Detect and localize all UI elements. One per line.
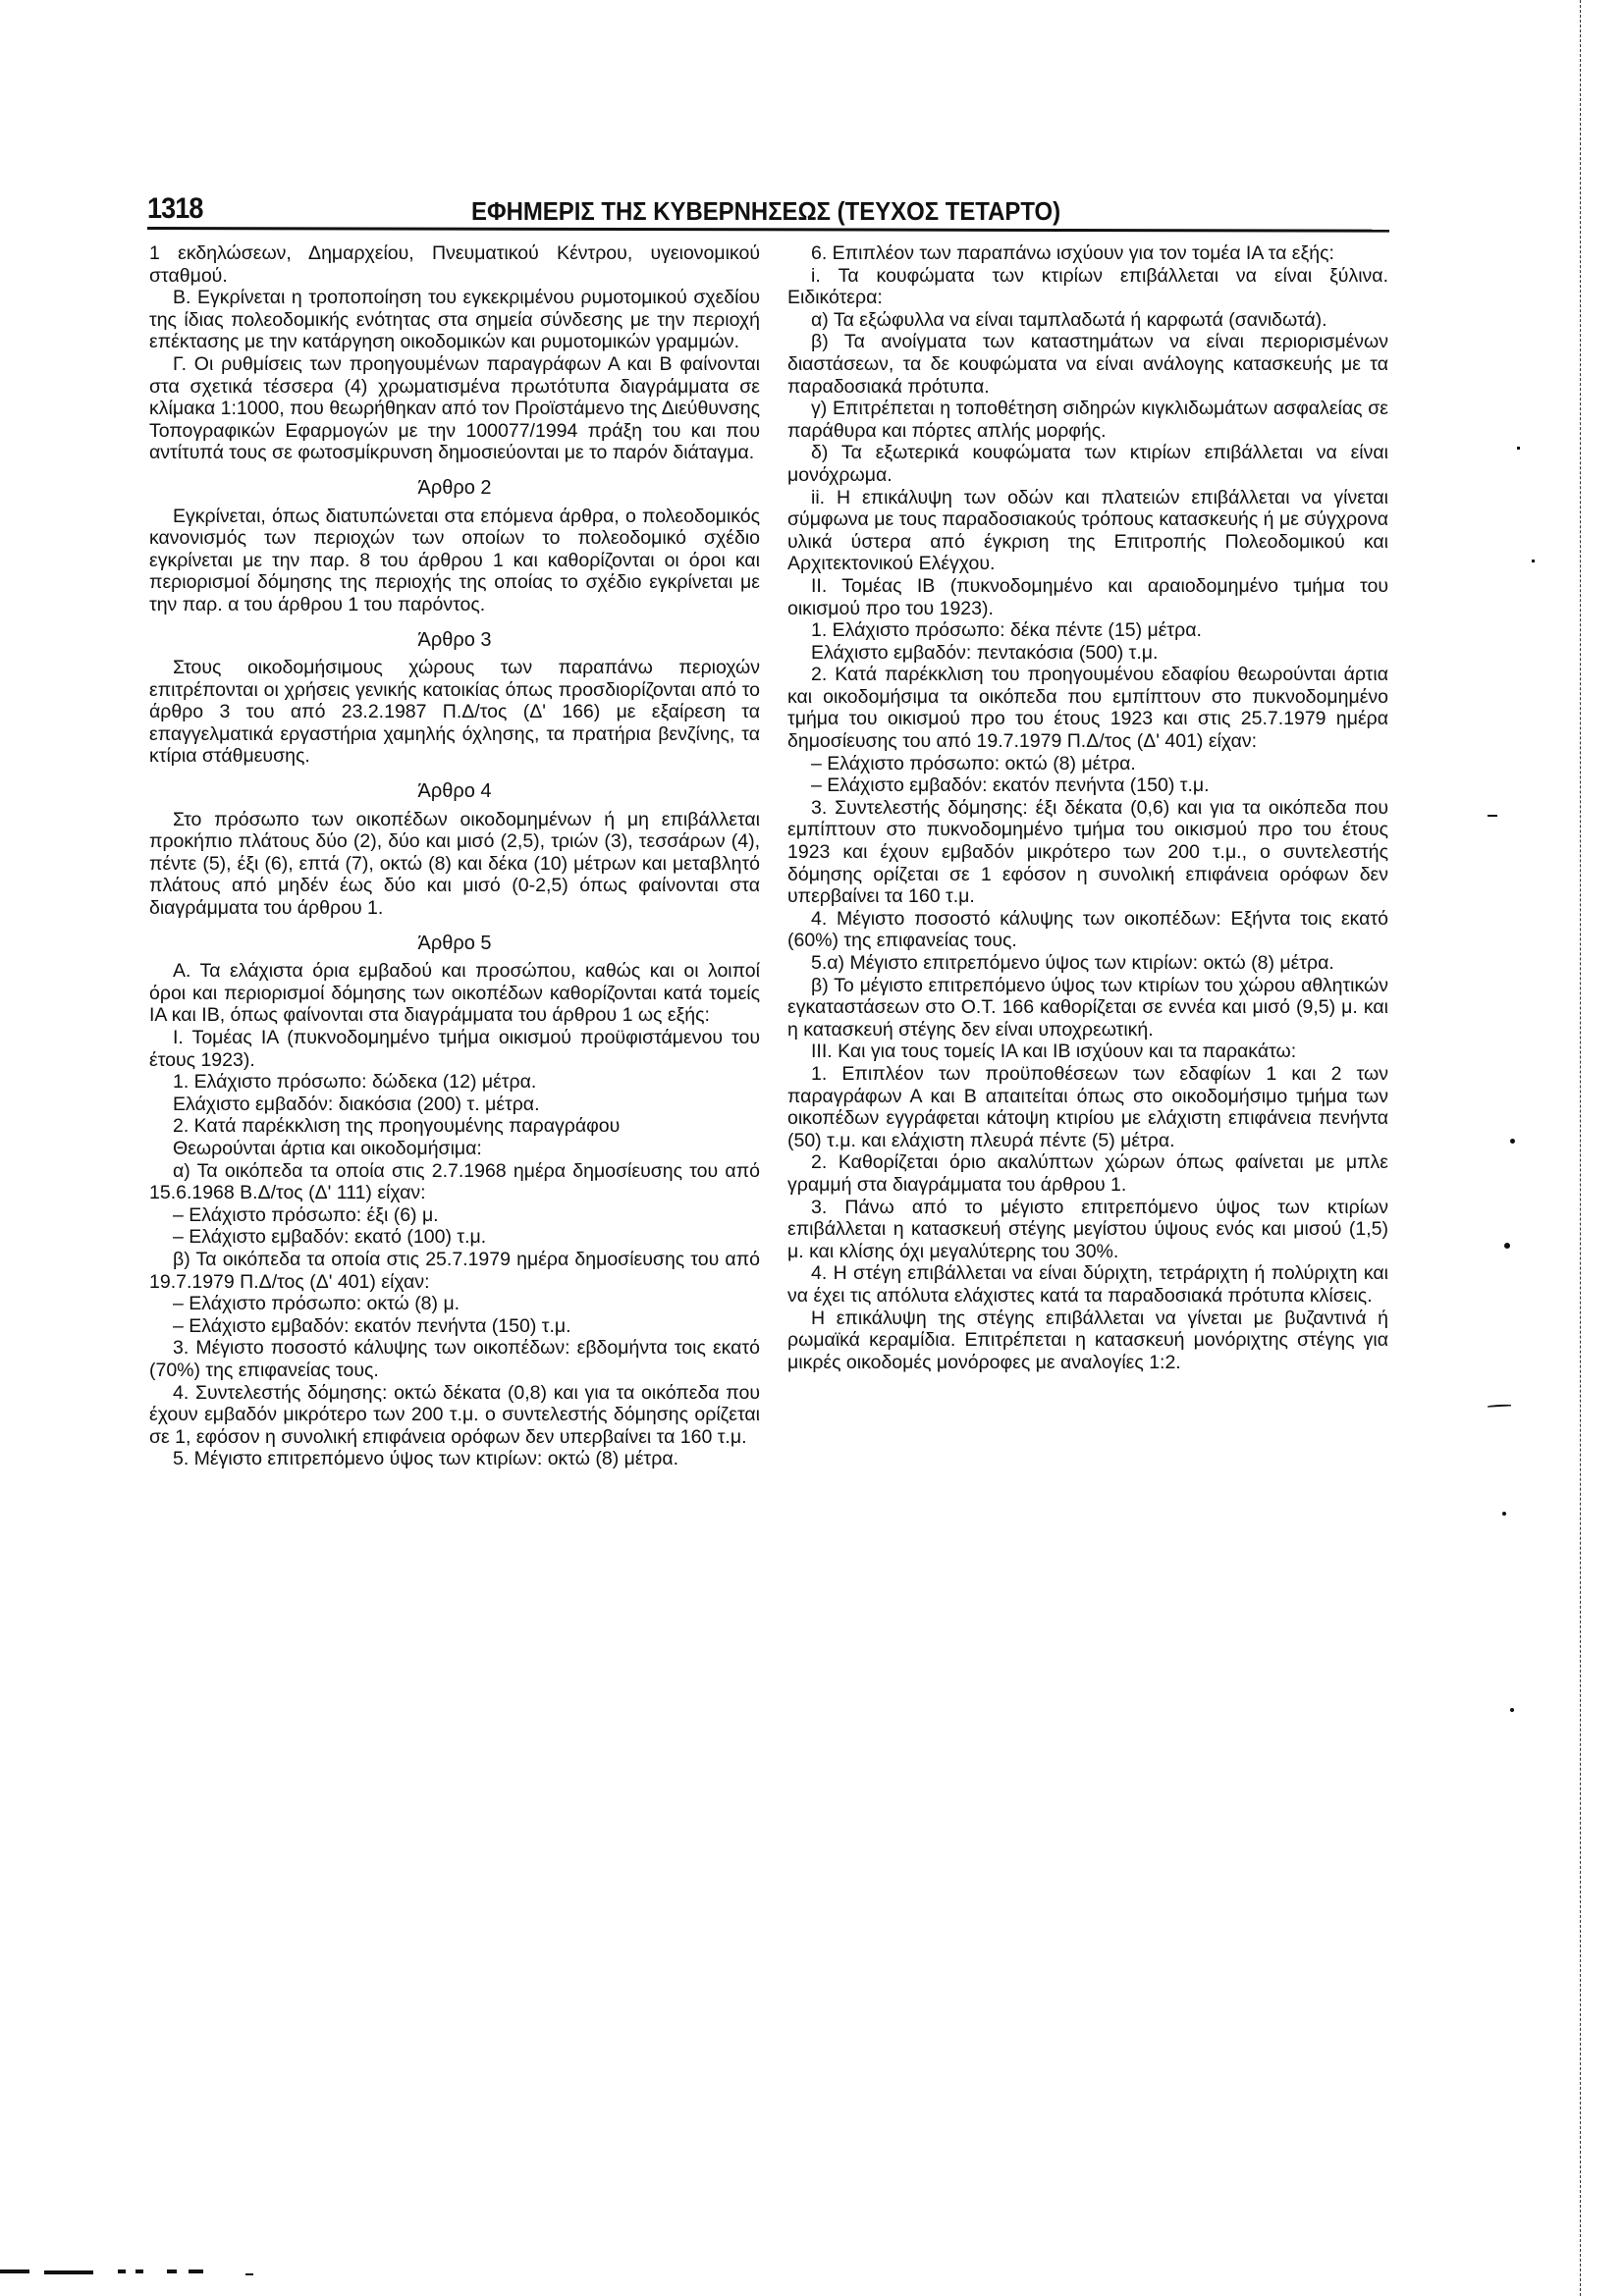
scan-mark bbox=[1488, 815, 1497, 817]
list-item: – Ελάχιστο εμβαδόν: εκατό (100) τ.μ. bbox=[173, 1226, 487, 1249]
paragraph: Η επικάλυψη της στέγης επιβάλλεται να γίνεται με βυζαντινά ή ρωμαϊκά κεραμίδια. Επιτρέπεται η κατασκευή μονόριχτης στέγης για μικρές οικοδομές μονόροφες με αναλογίες 1:2. bbox=[787, 1307, 1388, 1373]
list-item: – Ελάχιστο εμβαδόν: εκατόν πενήντα (150) τ.μ. bbox=[173, 1314, 571, 1337]
paragraph: Ι. Τομέας ΙΑ (πυκνοδομημένο τμήμα οικισμού προϋφιστάμενου του έτους 1923). bbox=[149, 1027, 760, 1071]
list-item: 4. Η στέγη επιβάλλεται να είναι δύριχτη, τετράριχτη ή πολύριχτη και να έχει τις απόλυτα ελάχιστες κατά τα παραδοσιακά πρότυπα κλίσεις. bbox=[787, 1262, 1388, 1307]
list-item: δ) Τα εξωτερικά κουφώματα των κτιρίων επιβάλλεται να είναι μονόχρωμα. bbox=[787, 442, 1388, 486]
paragraph: ΙΙ. Τομέας ΙΒ (πυκνοδομημένο και αραιοδομημένο τμήμα του οικισμού προ του 1923). bbox=[787, 574, 1388, 619]
list-item: i. Τα κουφώματα των κτιρίων επιβάλλεται να είναι ξύλινα. Ειδικότερα: bbox=[787, 264, 1388, 309]
list-item: 3. Πάνω από το μέγιστο επιτρεπόμενο ύψος των κτιρίων επιβάλλεται η κατασκευή στέγης μεγίστου ύψους ενός και μισού (1,5) μ. και κλίσης όχι μεγαλύτερης του 30%. bbox=[787, 1196, 1388, 1262]
list-item: 2. Κατά παρέκκλιση της προηγουμένης παραγράφου bbox=[173, 1115, 621, 1138]
list-item: ii. Η επικάλυψη των οδών και πλατειών επιβάλλεται να γίνεται σύμφωνα με τους παραδοσιακούς τρόπους κατασκευής ή με σύγχρονα υλικά ύστερα από έγκριση της Επιτροπής Πολεοδομικού και Αρχιτεκτονικού Ελέγχου. bbox=[787, 486, 1388, 575]
list-item: – Ελάχιστο πρόσωπο: οκτώ (8) μ. bbox=[173, 1293, 460, 1315]
article-heading: Άρθρο 3 bbox=[417, 628, 492, 651]
list-item: Ελάχιστο εμβαδόν: πεντακόσια (500) τ.μ. bbox=[811, 641, 1159, 664]
article-heading: Άρθρο 2 bbox=[417, 476, 492, 499]
list-item: 4. Συντελεστής δόμησης: οκτώ δέκατα (0,8) και για τα οικόπεδα που έχουν εμβαδόν μικρότερο των 200 τ.μ. ο συντελεστής δόμησης ορίζεται σε 1, εφόσον η συνολική επιφάνεια ορόφων δεν υπερβαίνει τα 160 τ.μ. bbox=[149, 1381, 760, 1448]
paragraph: 1 εκδηλώσεων, Δημαρχείου, Πνευματικού Κέντρου, υγειονομικού σταθμού. bbox=[149, 242, 760, 287]
list-item: 6. Επιπλέον των παραπάνω ισχύουν για τον τομέα ΙΑ τα εξής: bbox=[811, 242, 1334, 264]
paragraph: ΙΙΙ. Και για τους τομείς ΙΑ και ΙΒ ισχύουν και τα παρακάτω: bbox=[811, 1041, 1297, 1063]
paragraph: Εγκρίνεται, όπως διατυπώνεται στα επόμενα άρθρα, ο πολεοδομικός κανονισμός των περιοχών των οποίων το πολεοδομικό σχέδιο εγκρίνεται με την παρ. 8 του άρθρου 1 και καθορίζονται οι όροι και περιορισμοί δόμησης της περιοχής της οποίας το σχέδιο εγκρίνεται με την παρ. α του άρθρου 1 του παρόντος. bbox=[149, 505, 760, 615]
list-item: – Ελάχιστο πρόσωπο: οκτώ (8) μέτρα. bbox=[811, 752, 1136, 774]
list-item: 2. Κατά παρέκκλιση του προηγουμένου εδαφίου θεωρούνται άρτια και οικοδομήσιμα τα οικόπεδα που εμπίπτουν στο πυκνοδομημένο τμήμα του οικισμού προ του έτους 1923 και στις 25.7.1979 ημέρα δημοσίευσης του από 19.7.1979 Π.Δ/τος (Δ' 401) είχαν: bbox=[787, 664, 1388, 753]
scan-mark bbox=[44, 2270, 93, 2274]
list-item: – Ελάχιστο εμβαδόν: εκατόν πενήντα (150) τ.μ. bbox=[811, 774, 1210, 797]
list-item: 1. Ελάχιστο πρόσωπο: δώδεκα (12) μέτρα. bbox=[173, 1071, 537, 1094]
paragraph: Στους οικοδομήσιμους χώρους των παραπάνω περιοχών επιτρέπονται οι χρήσεις γενικής κατοικίας όπως προσδιορίζονται από το άρθρο 3 του από 23.2.1987 Π.Δ/τος (Δ' 166) με εξαίρεση τα επαγγελματικά εργαστήρια χαμηλής όχλησης, τα πρατήρια βενζίνης, τα κτίρια στάθμευσης. bbox=[149, 657, 760, 768]
paragraph: Β. Εγκρίνεται η τροποποίηση του εγκεκριμένου ρυμοτομικού σχεδίου της ίδιας πολεοδομικής ενότητας στα σημεία σύνδεσης με την περιοχή επέκτασης με την κατάργηση οικοδομικών και ρυμοτομικών γραμμών. bbox=[149, 287, 760, 353]
page-header bbox=[147, 192, 1384, 228]
article-heading: Άρθρο 5 bbox=[417, 932, 492, 954]
list-item: 5.α) Μέγιστο επιτρεπόμενο ύψος των κτιρίων: οκτώ (8) μέτρα. bbox=[811, 952, 1334, 974]
scan-speck bbox=[1532, 560, 1535, 562]
scan-speck bbox=[1510, 1139, 1515, 1144]
list-item: 1. Επιπλέον των προϋποθέσεων των εδαφίων 1 και 2 των παραγράφων Α και Β απαιτείται όπως στο οικοδομήσιμο τμήμα των οικοπέδων εγγράφεται κάτοψη κτιρίου με ελάχιστη επιφάνεια πενήντα (50) τ.μ. και ελάχιστη πλευρά πέντε (5) μέτρα. bbox=[787, 1062, 1388, 1151]
list-item: 2. Καθορίζεται όριο ακαλύπτων χώρων όπως φαίνεται με μπλε γραμμή στα διαγράμματα του άρθρου 1. bbox=[787, 1151, 1388, 1196]
scan-mark bbox=[167, 2269, 177, 2273]
paragraph: Α. Τα ελάχιστα όρια εμβαδού και προσώπου, καθώς και οι λοιποί όροι και περιορισμοί δόμησης των οικοπέδων καθορίζονται κατά τομείς ΙΑ και ΙΒ, όπως φαίνονται στα διαγράμματα του άρθρου 1 ως εξής: bbox=[149, 960, 760, 1027]
scan-speck bbox=[1504, 1243, 1510, 1249]
list-item: 4. Μέγιστο ποσοστό κάλυψης των οικοπέδων: Εξήντα τοις εκατό (60%) της επιφανείας τους. bbox=[787, 907, 1388, 952]
list-item: 1. Ελάχιστο πρόσωπο: δέκα πέντε (15) μέτρα. bbox=[811, 619, 1202, 642]
scan-edge-line bbox=[1580, 0, 1582, 2296]
scan-speck bbox=[1510, 1708, 1514, 1712]
gazette-title: ΕΦΗΜΕΡΙΣ ΤΗΣ ΚΥΒΕΡΝΗΣΕΩΣ (ΤΕΥΧΟΣ ΤΕΤΑΡΤΟ) bbox=[471, 196, 1061, 226]
list-item: β) Το μέγιστο επιτρεπόμενο ύψος των κτιρίων του χώρου αθλητικών εγκαταστάσεων στο Ο.Τ. 166 καθορίζεται σε εννέα και μισό (9,5) μ. και η κατασκευή στέγης δεν είναι υποχρεωτική. bbox=[787, 974, 1388, 1041]
list-item: α) Τα εξώφυλλα να είναι ταμπλαδωτά ή καρφωτά (σανιδωτά). bbox=[811, 308, 1327, 331]
list-item: β) Τα ανοίγματα των καταστημάτων να είναι περιορισμένων διαστάσεων, τα δε κουφώματα να είναι ανάλογης κατασκευής με τα παραδοσιακά πρότυπα. bbox=[787, 331, 1388, 398]
scan-mark bbox=[1488, 1404, 1511, 1407]
list-item: Θεωρούνται άρτια και οικοδομήσιμα: bbox=[173, 1137, 482, 1159]
list-item: Ελάχιστο εμβαδόν: διακόσια (200) τ. μέτρα. bbox=[173, 1093, 540, 1115]
scan-mark bbox=[0, 2269, 29, 2273]
list-item: α) Τα οικόπεδα τα οποία στις 2.7.1968 ημέρα δημοσίευσης του από 15.6.1968 Β.Δ/τος (Δ' 111) είχαν: bbox=[149, 1159, 760, 1204]
list-item: β) Τα οικόπεδα τα οποία στις 25.7.1979 ημέρα δημοσίευσης του από 19.7.1979 Π.Δ/τος (Δ' 401) είχαν: bbox=[149, 1248, 760, 1293]
scan-mark bbox=[245, 2273, 253, 2275]
right-column bbox=[787, 242, 1388, 1373]
scan-mark bbox=[189, 2269, 203, 2273]
list-item: 3. Συντελεστής δόμησης: έξι δέκατα (0,6) και για τα οικόπεδα που εμπίπτουν στο πυκνοδομημένο τμήμα του οικισμού προ του έτους 1923 και έχουν εμβαδόν μικρότερο των 200 τ.μ., ο συντελεστής δόμησης ορίζεται σε 1 εφόσον η συνολική επιφάνεια ορόφων δεν υπερβαίνει τα 160 τ.μ. bbox=[787, 796, 1388, 908]
left-column bbox=[149, 242, 760, 1470]
list-item: – Ελάχιστο πρόσωπο: έξι (6) μ. bbox=[173, 1203, 439, 1226]
scan-mark bbox=[118, 2269, 126, 2273]
scan-mark bbox=[135, 2269, 143, 2273]
paragraph: Γ. Οι ρυθμίσεις των προηγουμένων παραγράφων Α και Β φαίνονται στα σχετικά τέσσερα (4) χρωματισμένα πρωτότυπα διαγράμματα σε κλίμακα 1:1000, που θεωρήθηκαν από τον Προϊστάμενο της Διεύθυνσης Τοπογραφικών Εφαρμογών με την 100077/1994 πράξη του και που αντίτυπά τους σε φωτοσμίκρυνση δημοσιεύονται με το παρόν διάταγμα. bbox=[149, 352, 760, 464]
page-number: 1318 bbox=[147, 192, 203, 225]
list-item: 3. Μέγιστο ποσοστό κάλυψης των οικοπέδων: εβδομήντα τοις εκατό (70%) της επιφανείας τους. bbox=[149, 1337, 760, 1381]
paragraph: Στο πρόσωπο των οικοπέδων οικοδομημένων ή μη επιβάλλεται προκήπιο πλάτους δύο (2), δύο και μισό (2,5), τριών (3), τεσσάρων (4), πέντε (5), έξι (6), επτά (7), οκτώ (8) και δέκα (10) μέτρων και μεταβλητό πλάτους από μηδέν έως δύο και μισό (0-2,5) όπως φαίνονται στα διαγράμματα του άρθρου 1. bbox=[149, 808, 760, 920]
list-item: γ) Επιτρέπεται η τοποθέτηση σιδηρών κιγκλιδωμάτων ασφαλείας σε παράθυρα και πόρτες απλής μορφής. bbox=[787, 398, 1388, 442]
scan-speck bbox=[1517, 447, 1520, 450]
article-heading: Άρθρο 4 bbox=[417, 780, 492, 803]
scan-speck bbox=[1502, 1512, 1506, 1516]
list-item: 5. Μέγιστο επιτρεπόμενο ύψος των κτιρίων: οκτώ (8) μέτρα. bbox=[173, 1448, 679, 1470]
